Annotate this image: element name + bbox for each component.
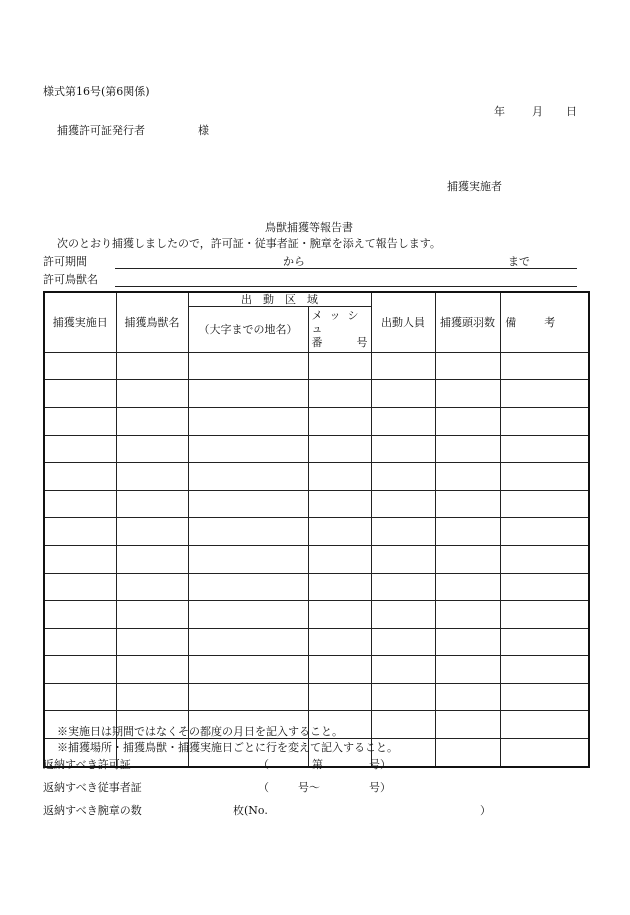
cell-capture-date[interactable] — [44, 518, 116, 546]
permit-species-label: 許可鳥獣名 — [43, 273, 98, 286]
return-armband-close: ） — [480, 804, 491, 817]
cell-staff[interactable] — [371, 573, 435, 601]
cell-staff[interactable] — [371, 407, 435, 435]
header-mesh-number — [308, 306, 371, 352]
cell-mesh-number[interactable] — [308, 656, 371, 684]
cell-staff[interactable] — [371, 352, 435, 380]
cell-mesh-number[interactable] — [308, 407, 371, 435]
cell-area-name[interactable] — [188, 601, 308, 629]
table-row — [44, 601, 589, 629]
cell-count[interactable] — [435, 380, 500, 408]
cell-area-name[interactable] — [188, 407, 308, 435]
table-row — [44, 656, 589, 684]
cell-species[interactable] — [116, 683, 188, 711]
cell-count[interactable] — [435, 490, 500, 518]
cell-mesh-number[interactable] — [308, 573, 371, 601]
cell-remarks[interactable] — [500, 435, 589, 463]
mesh-label-line1: メッシュ — [311, 308, 366, 336]
recipient-honorific: 様 — [198, 124, 209, 137]
cell-remarks[interactable] — [500, 711, 589, 739]
cell-species[interactable] — [116, 435, 188, 463]
cell-remarks[interactable] — [500, 352, 589, 380]
header-species: 捕獲鳥獣名 — [116, 292, 188, 352]
cell-mesh-number[interactable] — [308, 463, 371, 491]
cell-species[interactable] — [116, 518, 188, 546]
cell-remarks[interactable] — [500, 601, 589, 629]
permit-species-underline — [115, 286, 577, 287]
cell-species[interactable] — [116, 490, 188, 518]
return-staff-card-close: 号） — [369, 781, 391, 794]
cell-area-name[interactable] — [188, 683, 308, 711]
cell-mesh-number[interactable] — [308, 435, 371, 463]
cell-remarks[interactable] — [500, 656, 589, 684]
cell-area-name[interactable] — [188, 490, 308, 518]
permit-period-underline — [115, 268, 577, 269]
cell-count[interactable] — [435, 739, 500, 767]
cell-mesh-number[interactable] — [308, 628, 371, 656]
table-row — [44, 545, 589, 573]
return-armband-label: 返納すべき腕章の数 — [43, 804, 142, 817]
cell-mesh-number[interactable] — [308, 352, 371, 380]
cell-capture-date[interactable] — [44, 573, 116, 601]
table-row — [44, 435, 589, 463]
return-staff-card-open: （ — [258, 781, 269, 794]
cell-staff[interactable] — [371, 435, 435, 463]
cell-count[interactable] — [435, 711, 500, 739]
table-row — [44, 518, 589, 546]
intro-text: 次のとおり捕獲しましたので，許可証・従事者証・腕章を添えて報告します。 — [57, 237, 441, 250]
cell-mesh-number[interactable] — [308, 683, 371, 711]
cell-capture-date[interactable] — [44, 656, 116, 684]
cell-count[interactable] — [435, 463, 500, 491]
cell-mesh-number[interactable] — [308, 380, 371, 408]
cell-capture-date[interactable] — [44, 435, 116, 463]
cell-capture-date[interactable] — [44, 683, 116, 711]
cell-remarks[interactable] — [500, 490, 589, 518]
header-count: 捕獲頭羽数 — [435, 292, 500, 352]
cell-count[interactable] — [435, 545, 500, 573]
recipient-name: 捕獲許可証発行者 — [57, 124, 145, 137]
cell-mesh-number[interactable] — [308, 518, 371, 546]
table-row — [44, 407, 589, 435]
table-row — [44, 490, 589, 518]
cell-staff[interactable] — [371, 490, 435, 518]
cell-remarks[interactable] — [500, 518, 589, 546]
header-area: 出 動 区 域 — [188, 292, 371, 306]
return-staff-card-mid: 号～ — [298, 781, 320, 794]
cell-count[interactable] — [435, 407, 500, 435]
cell-staff[interactable] — [371, 463, 435, 491]
cell-remarks[interactable] — [500, 407, 589, 435]
cell-species[interactable] — [116, 628, 188, 656]
cell-species[interactable] — [116, 463, 188, 491]
cell-count[interactable] — [435, 573, 500, 601]
cell-remarks[interactable] — [500, 573, 589, 601]
cell-count[interactable] — [435, 601, 500, 629]
header-capture-date: 捕獲実施日 — [44, 292, 116, 352]
cell-capture-date[interactable] — [44, 601, 116, 629]
cell-count[interactable] — [435, 656, 500, 684]
cell-count[interactable] — [435, 518, 500, 546]
report-table-body — [44, 352, 589, 766]
cell-area-name[interactable] — [188, 656, 308, 684]
table-row — [44, 380, 589, 408]
table-row — [44, 683, 589, 711]
cell-capture-date[interactable] — [44, 352, 116, 380]
return-permit-open: （ — [258, 758, 269, 771]
cell-count[interactable] — [435, 683, 500, 711]
table-row — [44, 628, 589, 656]
permit-period-label: 許可期間 — [43, 255, 87, 268]
cell-remarks[interactable] — [500, 683, 589, 711]
cell-species[interactable] — [116, 352, 188, 380]
cell-species[interactable] — [116, 573, 188, 601]
date-month-label: 月 — [532, 105, 543, 118]
cell-mesh-number[interactable] — [308, 601, 371, 629]
cell-capture-date[interactable] — [44, 380, 116, 408]
cell-remarks[interactable] — [500, 739, 589, 767]
cell-species[interactable] — [116, 545, 188, 573]
cell-staff[interactable] — [371, 545, 435, 573]
cell-staff[interactable] — [371, 711, 435, 739]
cell-species[interactable] — [116, 380, 188, 408]
header-remarks: 備考 — [500, 292, 589, 352]
date-day-label: 日 — [566, 105, 577, 118]
return-staff-card-label: 返納すべき従事者証 — [43, 781, 142, 794]
cell-staff[interactable] — [371, 628, 435, 656]
cell-remarks[interactable] — [500, 628, 589, 656]
cell-count[interactable] — [435, 352, 500, 380]
cell-capture-date[interactable] — [44, 463, 116, 491]
mesh-label-ban: 番 — [311, 336, 323, 349]
return-armband-prefix: 枚(No. — [233, 804, 268, 817]
cell-capture-date[interactable] — [44, 628, 116, 656]
date-year-label: 年 — [494, 105, 505, 118]
cell-staff[interactable] — [371, 683, 435, 711]
cell-count[interactable] — [435, 435, 500, 463]
cell-remarks[interactable] — [500, 380, 589, 408]
form-number: 様式第16号(第6関係) — [43, 85, 150, 98]
cell-area-name[interactable] — [188, 380, 308, 408]
header-area-name: （大字までの地名） — [188, 306, 308, 352]
cell-area-name[interactable] — [188, 573, 308, 601]
cell-capture-date[interactable] — [44, 490, 116, 518]
table-row — [44, 352, 589, 380]
cell-area-name[interactable] — [188, 518, 308, 546]
note-1: ※実施日は期間ではなくその都度の月日を記入すること。 — [57, 725, 343, 738]
document-title: 鳥獣捕獲等報告書 — [265, 221, 353, 234]
return-permit-label: 返納すべき許可証 — [43, 758, 131, 771]
cell-remarks[interactable] — [500, 545, 589, 573]
cell-staff[interactable] — [371, 518, 435, 546]
cell-staff[interactable] — [371, 656, 435, 684]
header-staff: 出動人員 — [371, 292, 435, 352]
cell-mesh-number[interactable] — [308, 490, 371, 518]
cell-area-name[interactable] — [188, 435, 308, 463]
report-table — [43, 291, 590, 771]
return-permit-close: 号） — [369, 758, 391, 771]
return-permit-mid: 第 — [312, 758, 323, 771]
mesh-label-gou: 号 — [356, 336, 368, 349]
cell-area-name[interactable] — [188, 628, 308, 656]
cell-staff[interactable] — [371, 601, 435, 629]
cell-remarks[interactable] — [500, 463, 589, 491]
cell-staff[interactable] — [371, 380, 435, 408]
reporter-label: 捕獲実施者 — [447, 180, 502, 193]
table-row — [44, 463, 589, 491]
cell-capture-date[interactable] — [44, 545, 116, 573]
cell-species[interactable] — [116, 601, 188, 629]
permit-period-from: から — [283, 255, 305, 268]
cell-count[interactable] — [435, 628, 500, 656]
cell-mesh-number[interactable] — [308, 545, 371, 573]
cell-area-name[interactable] — [188, 352, 308, 380]
note-2: ※捕獲場所・捕獲鳥獣・捕獲実施日ごとに行を変えて記入すること。 — [57, 741, 398, 754]
cell-area-name[interactable] — [188, 463, 308, 491]
cell-species[interactable] — [116, 407, 188, 435]
cell-capture-date[interactable] — [44, 407, 116, 435]
cell-area-name[interactable] — [188, 545, 308, 573]
table-row — [44, 573, 589, 601]
cell-species[interactable] — [116, 656, 188, 684]
permit-period-to: まで — [508, 255, 530, 268]
